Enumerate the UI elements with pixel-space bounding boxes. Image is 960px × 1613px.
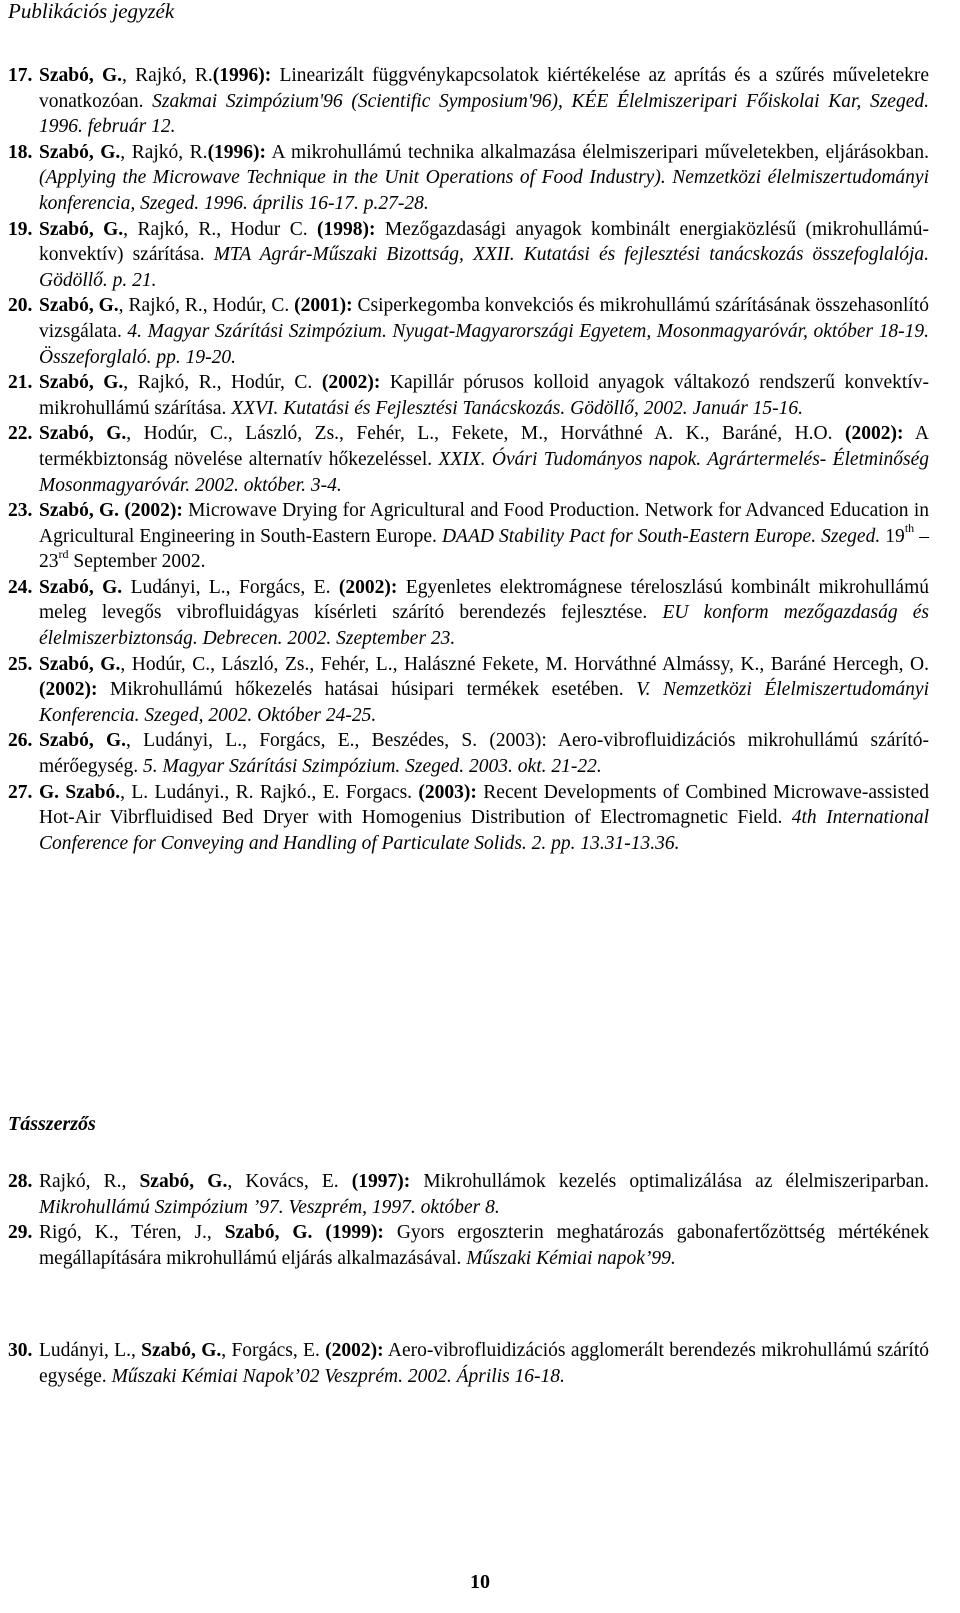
entry-coauthors [312,1222,325,1243]
entry-main-author: Szabó, G. [39,730,127,752]
entry-main-author: Szabó, G. [39,372,124,394]
entry-coauthors: , Rajkó, R., Hodúr, C. [118,295,295,317]
entry-coauthors: , Forgács, E. [221,1340,326,1361]
entry-venue: MTA Agrár-Műszaki Bizottság, XXII. Kutatási és fejlesztési tanácskozás összefoglalója. Gödöllő. p. 21. [39,244,929,291]
entry-title: Gyors ergoszterin meghatározás gabonafertőzöttség mértékének megállapítására mikrohullámú eljárás alkalmazásával. [39,1222,930,1269]
entry-venue: 4th International Conference for Conveying and Handling of Particulate Solids. 2. pp. 13.31-13.36. [39,807,930,854]
entry-coauthors: , Ludányi, L., Forgács, E., Beszédes, S. (2003): Aero-vibrofluidizációs mikrohullámú szárító-mérőegység. [39,730,930,778]
entry-main-author: G. Szabó. [39,781,121,803]
entry-venue: Műszaki Kémiai Napok’02 Veszprém. 2002. Április 16-18. [111,1365,565,1387]
publication-entry-30 [8,1338,929,1389]
entry-venue: DAAD Stability Pact for South-Eastern Europe. Szeged. [441,525,881,547]
entry-venue: XXVI. Kutatási és Fejlesztési Tanácskozás. Gödöllő, 2002. Január 15-16. [231,397,804,419]
entry-number: 21. [8,372,33,394]
entry-main-author: Szabó, G. [39,141,121,163]
entry-year: (2002): [338,576,398,598]
entry-year: (2002): [39,679,98,701]
entry-number: 22. [8,423,33,445]
entry-coauthors: , Rajkó, R., Hodur C. [123,218,317,240]
publication-entry-29 [8,1220,929,1271]
entry-title: Microwave Drying for Agricultural and Food Production. Network for Advanced Education in Agricultural Engineering in South-Eastern Europe. [39,500,930,547]
entry-date-part-a: 19 [880,525,905,547]
publication-entry-20 [8,293,929,370]
publication-entry-23 [8,498,929,575]
entry-title: Mikrohullámok kezelés optimalizálása az élelmiszeriparban. [410,1171,929,1192]
entry-year: (2003): [418,781,477,803]
entry-date-superscript-th: th [904,521,915,536]
publication-entry-19 [8,217,929,294]
entry-number: 20. [8,295,33,317]
entry-coauthors: , Hodúr, C., László, Zs., Fehér, L., Fekete, M., Horváthné A. K., Baráné, H.O. [126,423,845,445]
entry-main-author: Szabó, G. [224,1222,313,1244]
entry-title: A mikrohullámú technika alkalmazása élelmiszeripari műveletekben, eljárásokban. [266,141,929,163]
publication-entry-25 [8,652,929,729]
entry-venue: V. Nemzetközi Élelmiszertudományi Konferencia. Szeged, 2002. Október 24-25. [39,679,929,726]
publication-entry-17 [8,63,929,140]
entry-main-author: Szabó, G. [39,218,124,240]
page-header-title: Publikációs jegyzék [8,0,175,23]
entry-number: 19. [8,218,33,240]
entry-year: (1997): [351,1171,411,1192]
entry-year: (1996): [207,141,267,163]
entry-main-author: Szabó, G. [39,500,120,522]
entry-number: 30. [8,1340,33,1361]
entry-year: (1998): [317,218,376,240]
entry-coauthors: , Rajkó, R. [122,65,213,86]
entry-date-part-c: September 2002. [68,551,206,573]
entry-year: (1999): [325,1222,384,1244]
entry-venue: 5. Magyar Szárítási Szimpózium. Szeged. 2003. okt. 21-22. [142,756,602,778]
entry-date-superscript-rd: rd [58,546,69,561]
entry-coauthors: , Hodúr, C., László, Zs., Fehér, L., Halászné Fekete, M. Horváthné Almássy, K., Baráné Hercegh, O. [120,653,930,675]
entry-venue: Szakmai Szimpózium'96 (Scientific Symposium'96), KÉE Élelmiszeripari Főiskolai Kar, Szeged. 1996. február 12. [39,90,929,138]
entry-title: Recent Developments of Combined Microwave-assisted Hot-Air Vibrfluidised Bed Dryer with Homogenius Distribution of Electromagnetic Field. [39,781,929,829]
publication-entry-22 [8,421,929,498]
entry-leading-authors: Rigó, K., Téren, J., [39,1222,225,1244]
entry-venue: EU konform mezőgazdaság és élelmiszerbiztonság. Debrecen. 2002. Szeptember 23. [39,602,930,650]
entry-venue: Mikrohullámú Szimpózium ’97. Veszprém, 1997. október 8. [39,1196,500,1218]
publication-list-coauthor-continued [8,1338,929,1389]
entry-title: Csiperkegomba konvekciós és mikrohullámú szárításának összehasonlító vizsgálata. [39,295,929,342]
publication-entry-21 [8,370,929,421]
entry-venue: (Applying the Microwave Technique in the Unit Operations of Food Industry). Nemzetközi élelmiszertudományi konferencia, Szeged. 1996. április 16-17. p.27-28. [39,167,929,214]
entry-date-part-b: – 23 [39,525,930,573]
entry-title: Linearizált függvénykapcsolatok kiértékelése az aprítás és a szűrés műveletekre vonatkozóan. [39,65,929,112]
entry-main-author: Szabó, G. [39,295,119,317]
publication-entry-24 [8,575,929,652]
entry-title: A termékbiztonság növelése alternatív hőkezeléssel. [39,423,929,470]
entry-number: 23. [8,500,33,522]
publication-entry-28 [8,1169,929,1220]
entry-year: (2002): [325,1340,384,1361]
entry-venue: 4. Magyar Szárítási Szimpózium. Nyugat-Magyarországi Egyetem, Mosonmagyaróvár, október 18-19. Összeforglaló. pp. 19-20. [39,320,929,368]
entry-year: (2001): [294,295,353,317]
entry-main-author: Szabó, G. [39,423,127,445]
entry-leading-authors: Ludányi, L., [39,1340,142,1361]
entry-main-author: Szabó, G. [141,1340,222,1361]
entry-number: 17. [8,65,33,86]
entry-coauthors: , L. Ludányi., R. Rajkó., E. Forgacs. [120,781,419,803]
entry-venue: XXIX. Óvári Tudományos napok. Agrártermelés- Életminőség Mosonmagyaróvár. 2002. október. 3-4. [39,448,929,496]
publication-entry-18 [8,140,929,217]
entry-main-author: Szabó, G. [39,576,123,598]
entry-main-author: Szabó, G. [139,1171,228,1192]
entry-main-author: Szabó, G. [39,653,121,675]
entry-venue: Műszaki Kémiai napok’99. [466,1247,676,1269]
entry-coauthors: , Kovács, E. [227,1171,352,1192]
publication-entry-26 [8,728,929,779]
entry-year: (2002): [321,372,381,394]
entry-number: 27. [8,781,33,803]
entry-number: 18. [8,141,33,163]
entry-coauthors: , Rajkó, R. [120,141,208,163]
entry-title: Egyenletes elektromágnese téreloszlású kombinált mikrohullámú meleg levegős vibrofluidágyas kísérleti szárító berendezés fejlesztése. [39,576,929,624]
entry-number: 28. [8,1171,33,1192]
entry-coauthors: , Rajkó, R., Hodúr, C. [123,372,322,394]
entry-leading-authors: Rajkó, R., [39,1171,140,1192]
entry-year: (1996): [212,65,272,86]
publication-list-coauthor [8,1169,929,1271]
publication-list-main [8,63,929,856]
entry-coauthors: Ludányi, L., Forgács, E. [122,576,339,598]
entry-number: 29. [8,1222,33,1244]
entry-number: 26. [8,730,33,752]
entry-title: Kapillár pórusos kolloid anyagok váltakozó rendszerű konvektív-mikrohullámú szárítása. [39,372,929,419]
entry-main-author: Szabó, G. [39,65,123,86]
section-title-coauthor: Tásszerzős [8,1113,96,1135]
entry-number: 25. [8,653,33,675]
entry-title: Mezőgazdasági anyagok kombinált energiaközlésű (mikrohullámú-konvektív) szárítása. [39,218,929,266]
entry-year: (2002): [124,500,183,522]
entry-title: Mikrohullámú hőkezelés hatásai húsipari termékek esetében. [97,679,637,701]
entry-year: (2002): [845,423,904,445]
publication-entry-27 [8,780,929,857]
page-number: 10 [470,1571,490,1593]
entry-title: Aero-vibrofluidizációs agglomerált berendezés mikrohullámú szárító egysége. [39,1340,930,1387]
entry-number: 24. [8,576,33,598]
